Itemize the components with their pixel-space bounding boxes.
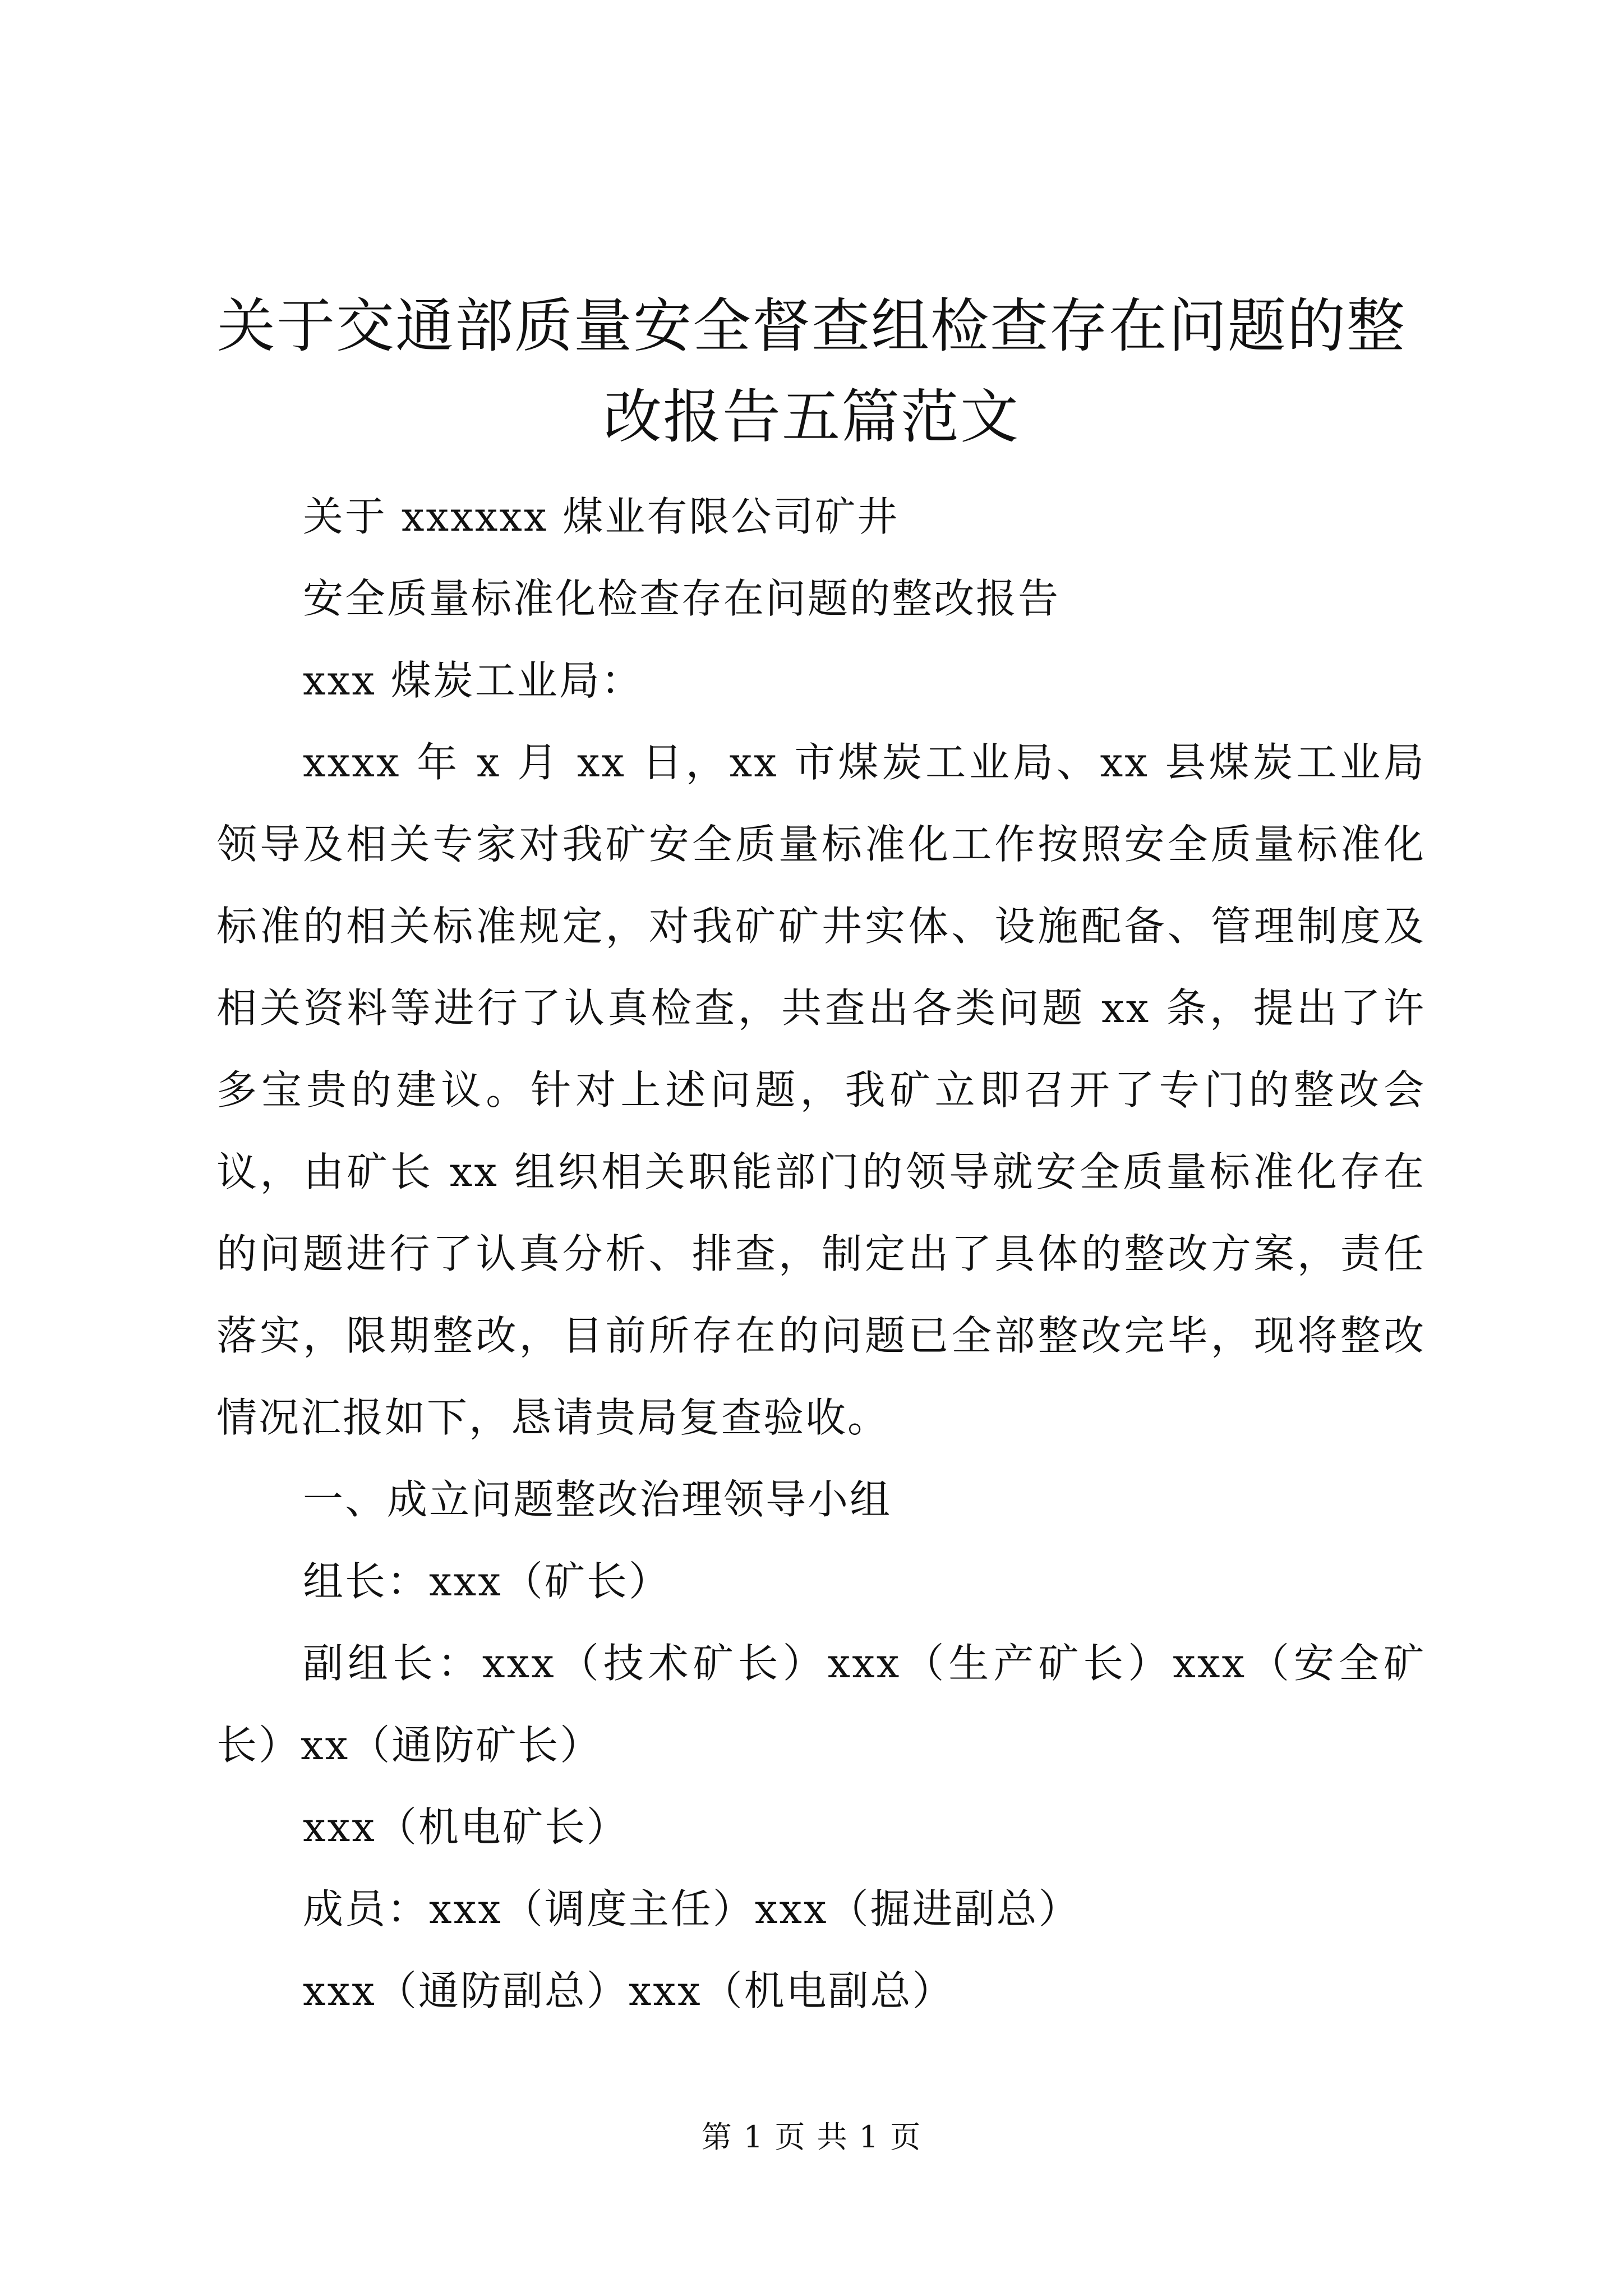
body-paragraph: xxxx 年 x 月 xx 日，xx 市煤炭工业局、xx 县煤炭工业局领导及相关专家对我矿安全质量标准化工作按照安全质量标准化标准的相关标准规定，对我矿矿井实体、设施配备、管理制度及相关资料等进行了认真检查，共查出各类问题 xx 条，提出了许多宝贵的建议。针对上述问题，我矿立即召开了专门的整改会议，由矿长 xx 组织相关职能部门的领导就安全质量标准化存在的问题进行了认真分析、排查，制定出了具体的整改方案，责任落实，限期整改，目前所存在的问题已全部整改完毕，现将整改情况汇报如下，恳请贵局复查验收。 [216,739,1426,1441]
title-line-1: 关于交通部质量安全督查组检查存在问题的整 [216,292,1406,360]
page-footer: 第 1 页 共 1 页 [701,2119,922,2155]
members-line-1: 成员：xxx（调度主任）xxx（掘进副总） [303,1885,1081,1932]
subject-line-2: 安全质量标准化检查存在问题的整改报告 [303,575,1061,622]
members-line-2: xxx（通防副总）xxx（机电副总） [303,1967,955,2014]
document-title [208,280,1415,462]
section-heading: 一、成立问题整改治理领导小组 [303,1476,892,1523]
subject-line-1: 关于 xxxxxx 煤业有限公司矿井 [303,493,900,540]
addressee: xxx 煤炭工业局： [303,657,643,704]
document-body [216,476,1426,2032]
title-line-2: 改报告五篇范文 [603,383,1020,451]
deputy-leader-extra: xxx（机电矿长） [303,1803,629,1851]
group-leader: 组长：xxx（矿长） [303,1558,671,1605]
deputy-leaders: 副组长：xxx（技术矿长）xxx（生产矿长）xxx（安全矿长）xx（通防矿长） [216,1640,1426,1769]
